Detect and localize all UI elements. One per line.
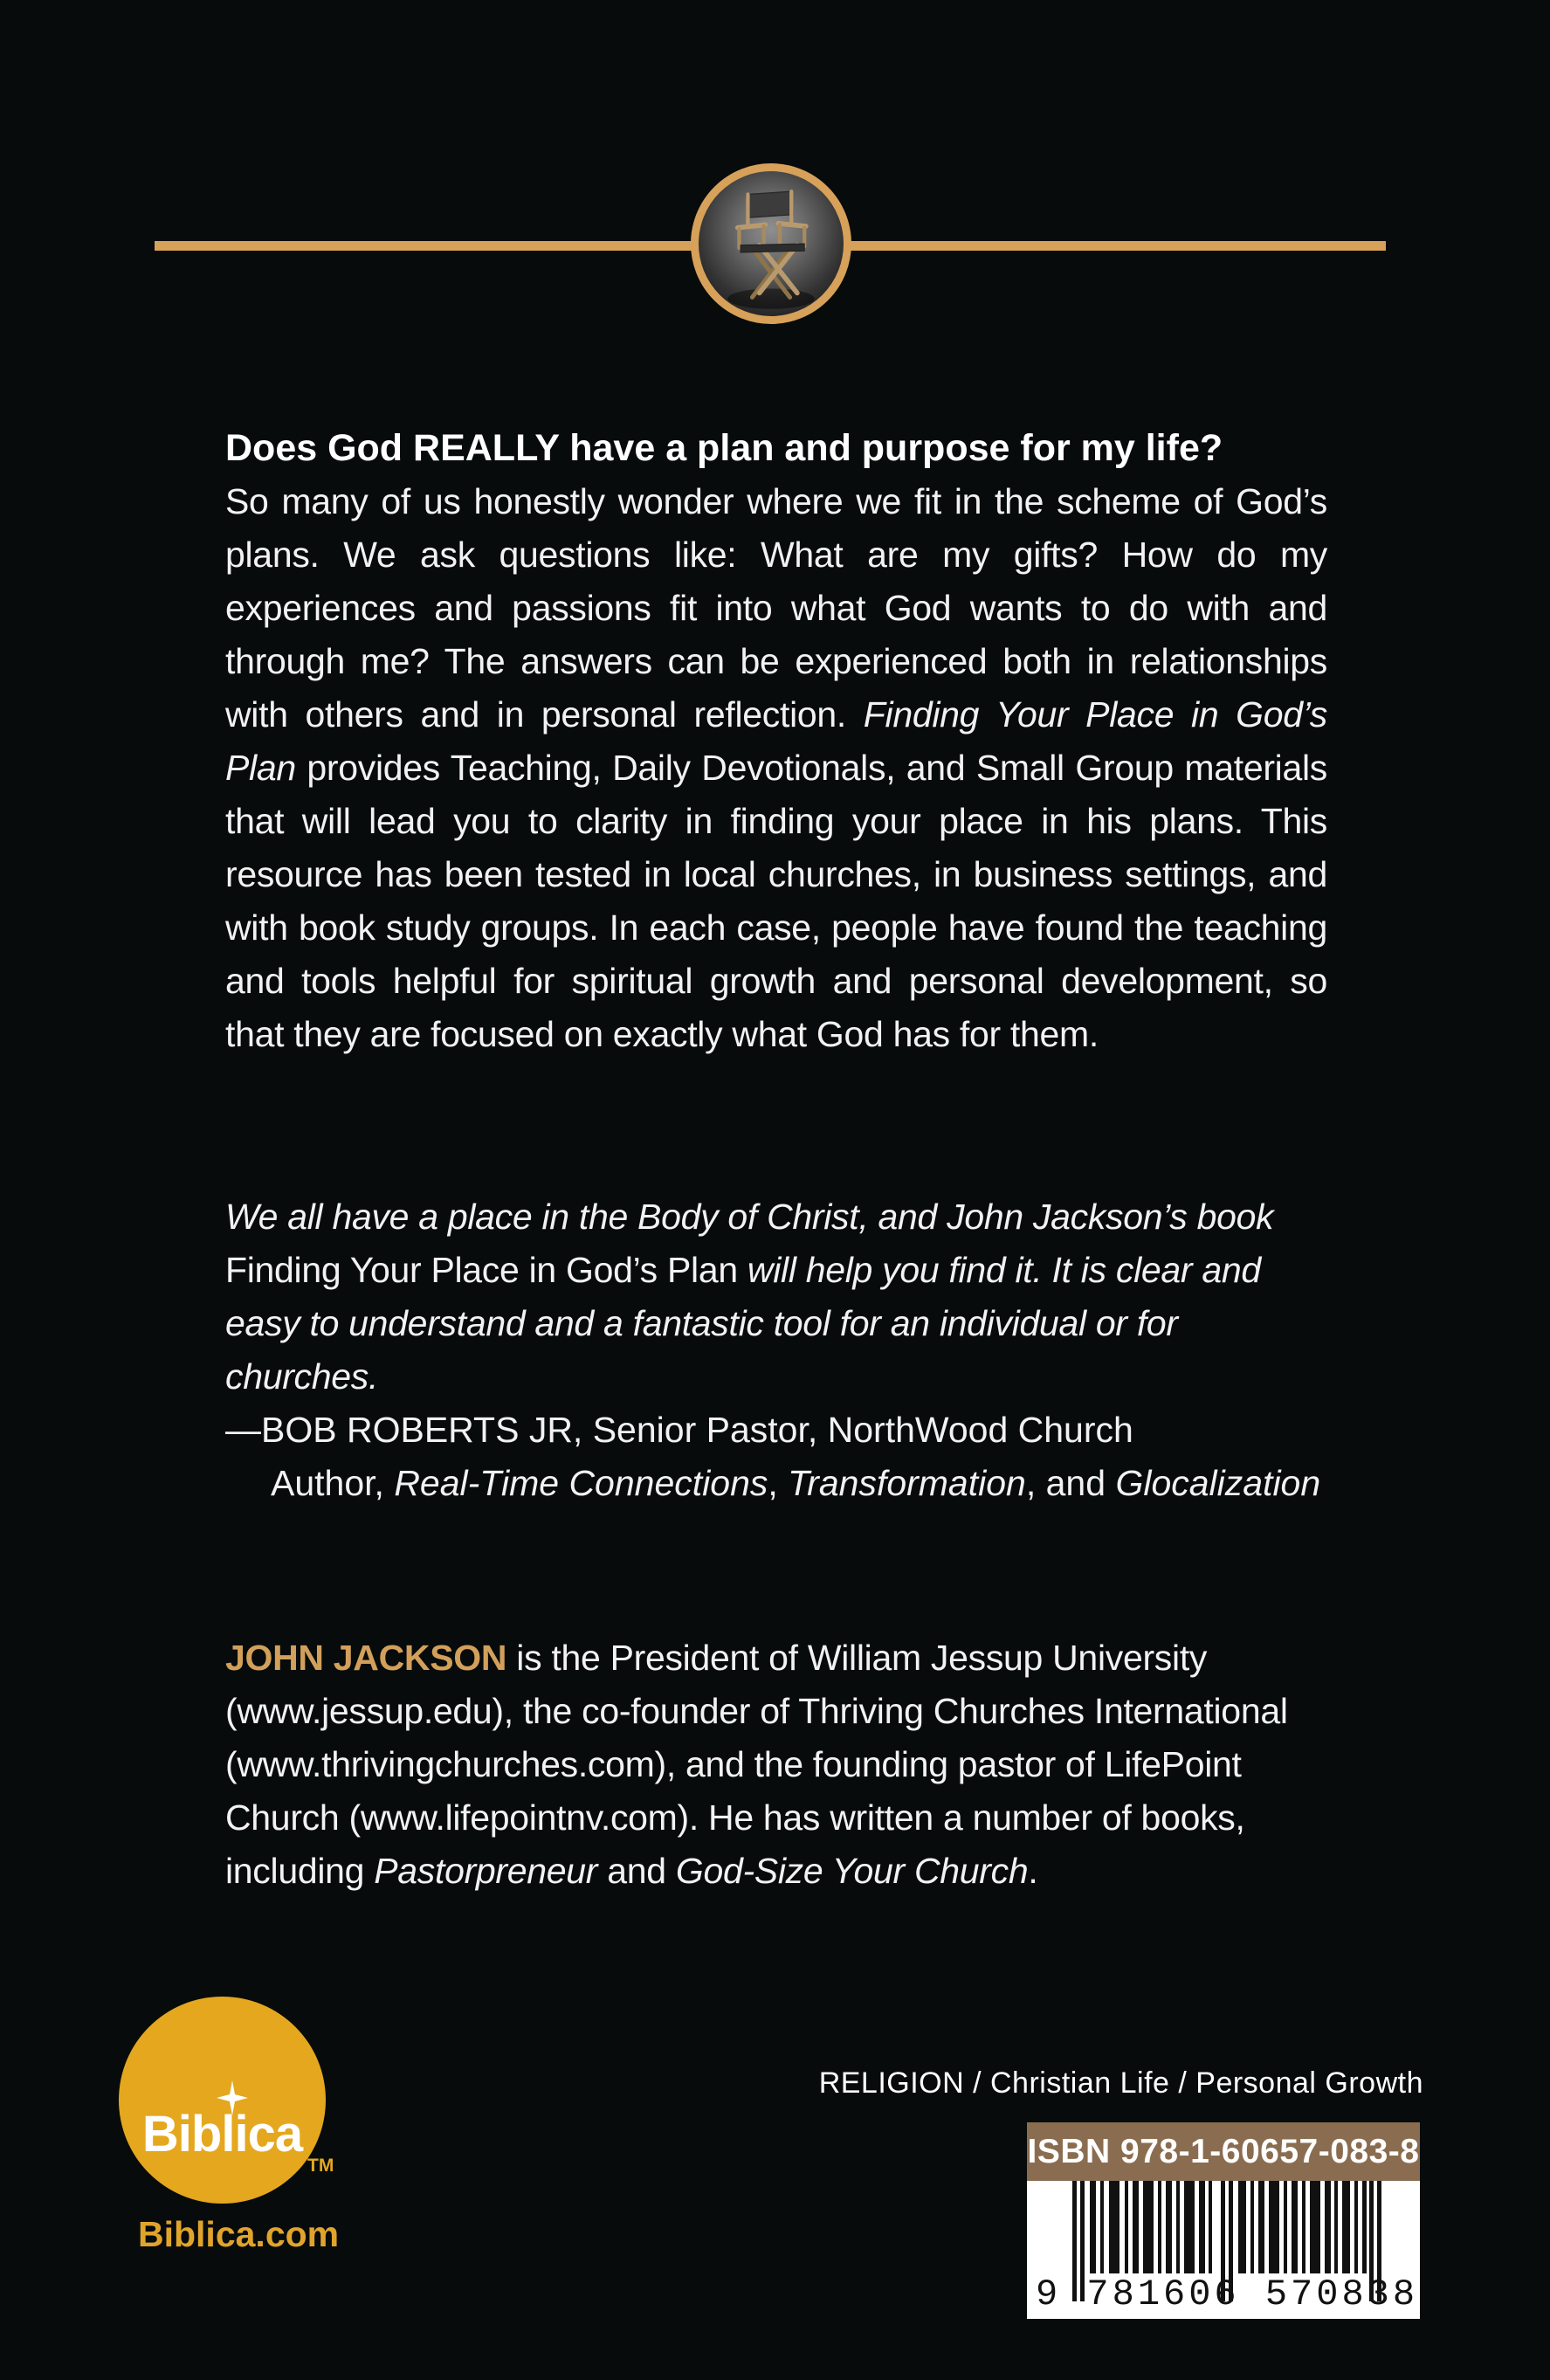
synopsis-paragraph: So many of us honestly wonder where we fit in the scheme of God’s plans. We ask questions like: What are my gifts? How do my experiences and passions fit into what God wants to do with and through me? The answers can be experienced both in relationships with others and in personal reflection. Finding Your Place in God’s Plan provides Teaching, Daily Devotionals, and Small Group materials that will lead you to clarity in finding your place in his plans. This resource has been tested in local churches, in business settings, and with book study groups. In each case, people have found the teaching and tools helpful for spiritual growth and personal development, so that they are focused on exactly what God has for them. [225, 481, 1327, 1054]
author-bio-paragraph: JOHN JACKSON is the President of William Jessup University (www.jessup.edu), the co-founder of Thriving Churches International (www.thrivingchurches.com), and the founding pastor of LifePoint Church (www.lifepointnv.com). He has written a number of books, including Pastorpreneur and God-Size Your Church. [225, 1638, 1288, 1891]
barcode-digits: 9 781606 570838 [1036, 2273, 1419, 2315]
endorsement-quote: We all have a place in the Body of Christ, and John Jackson’s book Finding Your Place in God’s Plan will help you find it. It is clear and easy to understand and a fantastic tool for an individual or for churches. [225, 1197, 1274, 1397]
publisher-url: Biblica.com [138, 2214, 340, 2254]
synopsis-section [225, 422, 1327, 1061]
category-line: RELIGION / Christian Life / Personal Growth [818, 2066, 1423, 2100]
isbn-label: ISBN 978-1-60657-083-8 [1027, 2122, 1420, 2181]
barcode [1027, 2181, 1420, 2319]
synopsis-heading: Does God REALLY have a plan and purpose for my life? [225, 427, 1223, 469]
directors-chair-graphic [699, 171, 844, 316]
endorsement-attribution-name: —BOB ROBERTS JR, Senior Pastor, NorthWood Church [225, 1410, 1133, 1450]
biblica-logo [119, 1997, 326, 2204]
endorsement-attribution-role: Author, Real-Time Connections, Transformation, and Glocalization [271, 1463, 1321, 1503]
isbn-block [1027, 2122, 1420, 2319]
directors-chair-icon [691, 163, 851, 324]
author-bio-section [225, 1632, 1327, 1898]
endorsement-section [225, 1190, 1327, 1510]
trademark-symbol: TM [307, 2156, 334, 2176]
biblica-wordmark: Biblica [141, 2106, 303, 2163]
